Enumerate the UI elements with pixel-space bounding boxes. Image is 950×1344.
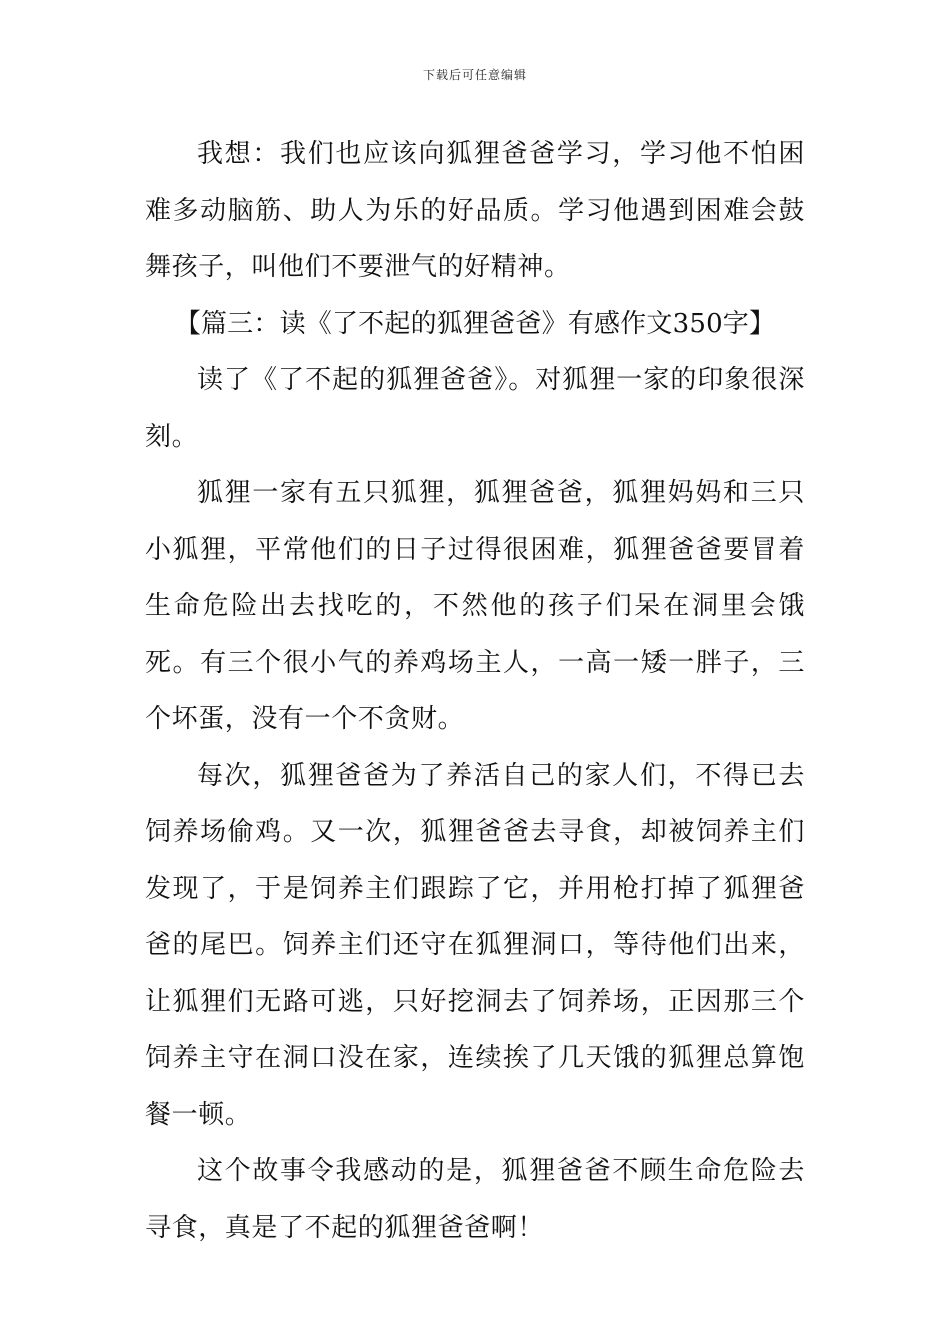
paragraph-reflection: 我想：我们也应该向狐狸爸爸学习，学习他不怕困难多动脑筋、助人为乐的好品质。学习他遇到困难会鼓舞孩子，叫他们不要泄气的好精神。 [145, 139, 805, 282]
paragraph-story: 每次，狐狸爸爸为了养活自己的家人们，不得已去饲养场偷鸡。又一次，狐狸爸爸去寻食，却被饲养主们发现了，于是饲养主们跟踪了它，并用枪打掉了狐狸爸爸的尾巴。饲养主们还守在狐狸洞口，等待他们出来，让狐狸们无路可逃，只好挖洞去了饲养场，正因那三个饲养主守在洞口没在家，连续挨了几天饿的狐狸总算饱餐一顿。 [145, 760, 805, 1130]
section-heading: 【篇三：读《了不起的狐狸爸爸》有感作文350字】 [174, 308, 776, 339]
page-header-note: 下载后可任意编辑 [422, 68, 527, 82]
paragraph-conclusion: 这个故事令我感动的是，狐狸爸爸不顾生命危险去寻食，真是了不起的狐狸爸爸啊！ [145, 1156, 805, 1243]
paragraph-intro: 读了《了不起的狐狸爸爸》。对狐狸一家的印象很深刻。 [145, 365, 805, 452]
document-body [145, 126, 805, 1256]
paragraph-family: 狐狸一家有五只狐狸，狐狸爸爸，狐狸妈妈和三只小狐狸，平常他们的日子过得很困难，狐狸爸爸要冒着生命危险出去找吃的，不然他的孩子们呆在洞里会饿死。有三个很小气的养鸡场主人，一高一矮一胖子，三个坏蛋，没有一个不贪财。 [145, 478, 805, 734]
